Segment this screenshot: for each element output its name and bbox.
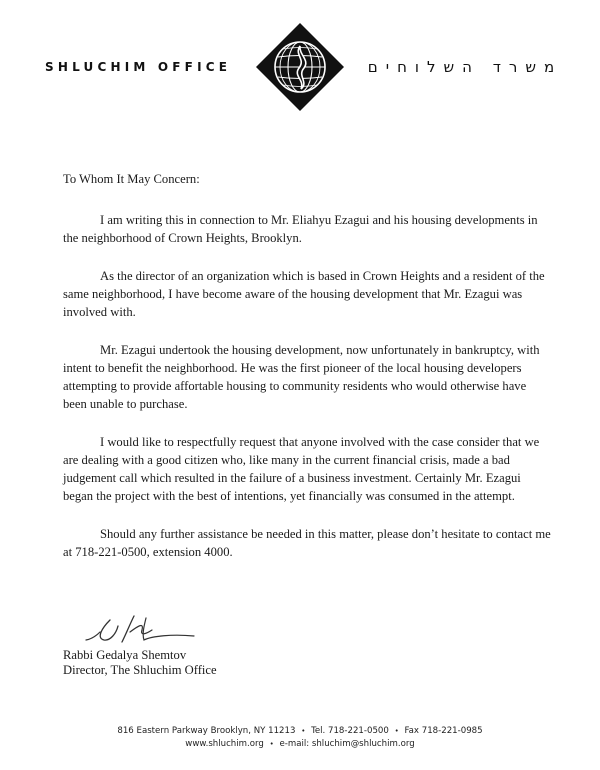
letter-body (63, 170, 553, 561)
paragraph-1: I am writing this in connection to Mr. Eliahyu Ezagui and his housing developments in the neighborhood of Crown Heights, Brooklyn. (63, 213, 538, 245)
footer-website: www.shluchim.org (185, 739, 264, 749)
signer-name: Rabbi Gedalya Shemtov (63, 648, 187, 662)
paragraph-4: I would like to respectfully request that anyone involved with the case consider that we are dealing with a good citizen who, like many in the current financial crisis, made a bad judgement call which resulted in the failure of a business investment. Certainly Mr. Ezagui began the project with the best of intentions, yet financially was consumed in the attempt. (63, 435, 540, 503)
paragraph-2: As the director of an organization which is based in Crown Heights and a resident of the same neighborhood, I have become aware of the housing development that Mr. Ezagui was involved with. (63, 269, 545, 319)
footer-separator: • (394, 727, 399, 735)
footer-separator: • (301, 727, 306, 735)
signature-block (63, 648, 217, 678)
letterhead-footer (0, 725, 600, 751)
paragraph-5: Should any further assistance be needed in this matter, please don’t hesitate to contact me at 718-221-0500, extension 4000. (63, 527, 551, 559)
org-name-english: SHLUCHIM OFFICE (45, 60, 232, 74)
footer-address: 816 Eastern Parkway Brooklyn, NY 11213 (117, 726, 296, 736)
org-name-hebrew: משרד השלוחים (367, 58, 563, 76)
signer-title: Director, The Shluchim Office (63, 663, 217, 677)
letterhead (0, 0, 600, 135)
footer-separator: • (269, 740, 274, 748)
footer-email: e-mail: shluchim@shluchim.org (279, 739, 415, 749)
footer-line-1 (0, 725, 600, 738)
footer-line-2 (0, 738, 600, 751)
globe-flame-logo-icon (255, 22, 345, 112)
handwritten-signature-icon (82, 612, 202, 646)
paragraph-3: Mr. Ezagui undertook the housing development, now unfortunately in bankruptcy, with intent to benefit the neighborhood. He was the first pioneer of the local housing developers attempting to provide affortable housing to community residents who would otherwise have been unable to purchase. (63, 343, 540, 411)
footer-tel: Tel. 718-221-0500 (311, 726, 389, 736)
footer-fax: Fax 718-221-0985 (404, 726, 483, 736)
salutation: To Whom It May Concern: (63, 172, 200, 186)
